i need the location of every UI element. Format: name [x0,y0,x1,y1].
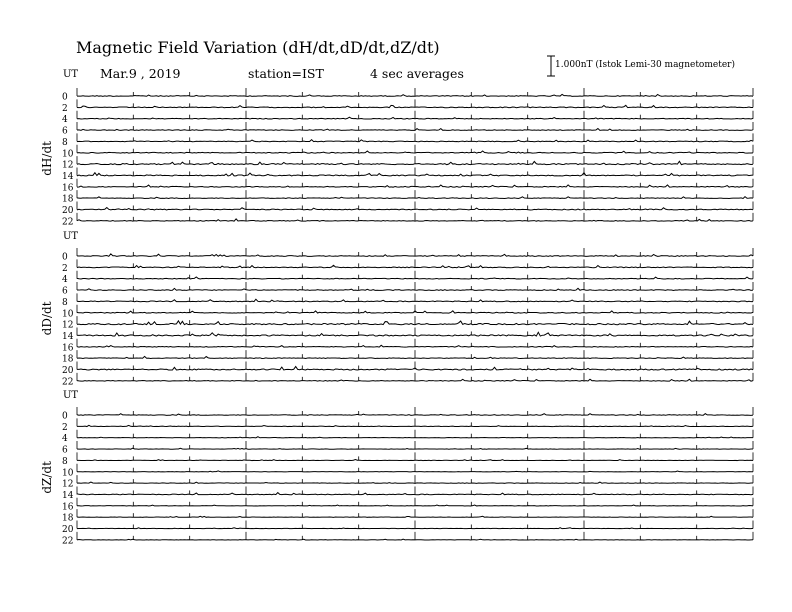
row-label: 4 [62,275,68,286]
station-label: station=IST [248,66,324,81]
row-label: 8 [62,137,68,148]
row-label: 12 [62,320,74,331]
scale-label: 1.000nT (Istok Lemi-30 magnetometer) [555,60,735,70]
date-label: Mar.9 , 2019 [100,66,181,81]
row-label: 20 [62,206,74,216]
row-label: 20 [62,525,74,535]
averaging-label: 4 sec averages [370,66,464,81]
ut-label: UT [63,390,79,401]
row-label: 0 [62,411,68,422]
row-label: 18 [62,354,74,365]
panel-label: dZ/dt [40,461,54,494]
row-label: 14 [62,331,74,342]
ut-label: UT [63,231,79,242]
row-label: 12 [62,160,74,171]
chart-title: Magnetic Field Variation (dH/dt,dD/dt,dZ/dt) [76,38,440,57]
row-label: 18 [62,194,74,205]
row-label: 8 [62,456,68,467]
row-label: 20 [62,366,74,376]
row-label: 12 [62,479,74,490]
row-label: 22 [62,217,74,228]
row-label: 14 [62,490,74,501]
row-label: 4 [62,434,68,445]
panel-label: dH/dt [40,141,54,176]
row-label: 22 [62,536,74,547]
row-label: 22 [62,377,74,388]
row-label: 14 [62,171,74,182]
row-label: 6 [62,286,68,297]
row-label: 10 [62,468,74,479]
row-label: 6 [62,445,68,456]
row-label: 16 [62,502,74,513]
row-label: 16 [62,343,74,354]
row-label: 10 [62,149,74,160]
row-label: 10 [62,309,74,320]
row-label: 16 [62,183,74,194]
panel-label: dD/dt [40,301,54,336]
row-label: 2 [62,103,68,114]
row-label: 2 [62,422,68,433]
row-label: 8 [62,297,68,308]
row-label: 6 [62,126,68,137]
row-label: 2 [62,263,68,274]
ut-label: UT [63,69,79,80]
row-label: 0 [62,92,68,103]
row-label: 18 [62,513,74,524]
row-label: 0 [62,252,68,263]
row-label: 4 [62,115,68,126]
